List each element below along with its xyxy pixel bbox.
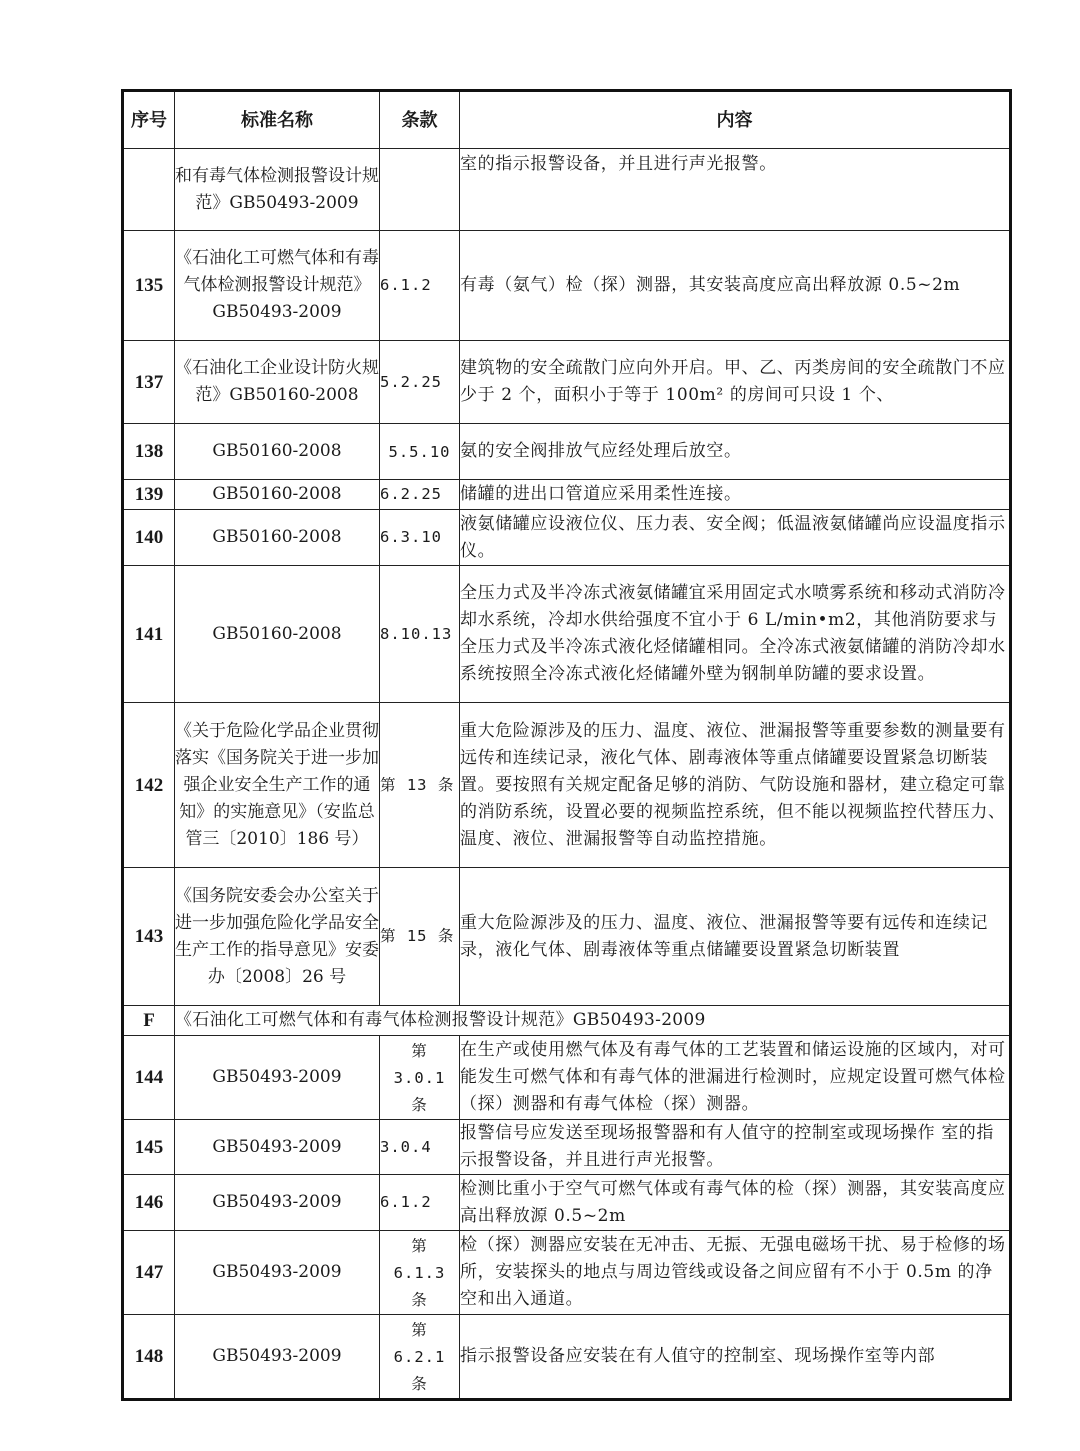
row-standard-name: GB50160-2008 xyxy=(175,566,380,703)
row-no: 142 xyxy=(123,703,175,868)
row-clause: 5.5.10 xyxy=(380,424,460,480)
section-title: 《石油化工可燃气体和有毒气体检测报警设计规范》GB50493-2009 xyxy=(175,1006,1011,1036)
row-no: 146 xyxy=(123,1175,175,1231)
row-content: 液氨储罐应设液位仪、压力表、安全阀；低温液氨储罐尚应设温度指示仪。 xyxy=(460,510,1011,566)
row-content: 指示报警设备应安装在有人值守的控制室、现场操作室等内部 xyxy=(460,1315,1011,1400)
row-content: 氨的安全阀排放气应经处理后放空。 xyxy=(460,424,1011,480)
table-row xyxy=(123,480,1011,510)
row-content: 室的指示报警设备，并且进行声光报警。 xyxy=(460,149,1011,231)
header-no: 序号 xyxy=(123,91,175,149)
row-clause: 6.2.25 xyxy=(380,480,460,510)
row-no: 147 xyxy=(123,1231,175,1315)
row-clause: 5.2.25 xyxy=(380,341,460,424)
row-standard-name: GB50493-2009 xyxy=(175,1231,380,1315)
row-standard-name: GB50493-2009 xyxy=(175,1036,380,1120)
table-row xyxy=(123,566,1011,703)
row-clause: 第 6.2.1 条 xyxy=(380,1315,460,1400)
row-content: 储罐的进出口管道应采用柔性连接。 xyxy=(460,480,1011,510)
table-header-row xyxy=(123,91,1011,149)
table-row xyxy=(123,149,1011,231)
row-no: 140 xyxy=(123,510,175,566)
row-clause xyxy=(380,149,460,231)
row-standard-name: 《关于危险化学品企业贯彻落实《国务院关于进一步加强企业安全生产工作的通知》的实施意见》（安监总管三〔2010〕186 号） xyxy=(175,703,380,868)
row-no: 143 xyxy=(123,868,175,1006)
row-standard-name: GB50493-2009 xyxy=(175,1175,380,1231)
row-standard-name: GB50160-2008 xyxy=(175,480,380,510)
table-row xyxy=(123,868,1011,1006)
row-clause: 6.1.2 xyxy=(380,1175,460,1231)
row-content: 建筑物的安全疏散门应向外开启。甲、乙、丙类房间的安全疏散门不应少于 2 个，面积小于等于 100m² 的房间可只设 1 个、 xyxy=(460,341,1011,424)
section-label: F xyxy=(123,1006,175,1036)
row-no: 138 xyxy=(123,424,175,480)
row-no: 135 xyxy=(123,231,175,341)
row-clause: 6.3.10 xyxy=(380,510,460,566)
section-row xyxy=(123,1006,1011,1036)
row-no: 139 xyxy=(123,480,175,510)
table-row xyxy=(123,510,1011,566)
row-clause: 3.0.4 xyxy=(380,1120,460,1175)
header-name: 标准名称 xyxy=(175,91,380,149)
row-content: 重大危险源涉及的压力、温度、液位、泄漏报警等重要参数的测量要有远传和连续记录，液化气体、剧毒液体等重点储罐要设置紧急切断装置。要按照有关规定配备足够的消防、气防设施和器材，建立稳定可靠的消防系统，设置必要的视频监控系统，但不能以视频监控代替压力、温度、液位、泄漏报警等自动监控措施。 xyxy=(460,703,1011,868)
table-row xyxy=(123,1175,1011,1231)
row-content: 重大危险源涉及的压力、温度、液位、泄漏报警等要有远传和连续记录，液化气体、剧毒液体等重点储罐要设置紧急切断装置 xyxy=(460,868,1011,1006)
row-standard-name: GB50160-2008 xyxy=(175,424,380,480)
standards-table xyxy=(121,89,1012,1401)
row-standard-name: GB50493-2009 xyxy=(175,1315,380,1400)
row-no: 137 xyxy=(123,341,175,424)
row-no xyxy=(123,149,175,231)
row-standard-name: 《国务院安委会办公室关于进一步加强危险化学品安全生产工作的指导意见》安委办〔2008〕26 号 xyxy=(175,868,380,1006)
row-standard-name: 《石油化工可燃气体和有毒气体检测报警设计规范》GB50493-2009 xyxy=(175,231,380,341)
table-row xyxy=(123,1315,1011,1400)
row-standard-name: 和有毒气体检测报警设计规范》GB50493-2009 xyxy=(175,149,380,231)
row-clause: 第 3.0.1 条 xyxy=(380,1036,460,1120)
row-content: 检（探）测器应安装在无冲击、无振、无强电磁场干扰、易于检修的场所，安装探头的地点与周边管线或设备之间应留有不小于 0.5m 的净空和出入通道。 xyxy=(460,1231,1011,1315)
table-row xyxy=(123,703,1011,868)
row-no: 148 xyxy=(123,1315,175,1400)
row-content: 报警信号应发送至现场报警器和有人值守的控制室或现场操作 室的指示报警设备，并且进行声光报警。 xyxy=(460,1120,1011,1175)
row-no: 145 xyxy=(123,1120,175,1175)
row-content: 全压力式及半冷冻式液氨储罐宜采用固定式水喷雾系统和移动式消防冷却水系统，冷却水供给强度不宜小于 6 L/min•m2，其他消防要求与全压力式及半冷冻式液化烃储罐相同。全冷冻式液氨储罐的消防冷却水系统按照全冷冻式液化烃储罐外壁为钢制单防罐的要求设置。 xyxy=(460,566,1011,703)
table-row xyxy=(123,1036,1011,1120)
row-standard-name: 《石油化工企业设计防火规范》GB50160-2008 xyxy=(175,341,380,424)
table-row xyxy=(123,424,1011,480)
row-content: 在生产或使用燃气体及有毒气体的工艺装置和储运设施的区域内，对可能发生可燃气体和有毒气体的泄漏进行检测时，应规定设置可燃气体检（探）测器和有毒气体检（探）测器。 xyxy=(460,1036,1011,1120)
row-standard-name: GB50493-2009 xyxy=(175,1120,380,1175)
row-clause: 第 6.1.3 条 xyxy=(380,1231,460,1315)
header-clause: 条款 xyxy=(380,91,460,149)
row-clause: 6.1.2 xyxy=(380,231,460,341)
row-content: 检测比重小于空气可燃气体或有毒气体的检（探）测器，其安装高度应高出释放源 0.5~2m xyxy=(460,1175,1011,1231)
header-content: 内容 xyxy=(460,91,1011,149)
row-no: 144 xyxy=(123,1036,175,1120)
table-row xyxy=(123,231,1011,341)
table-row xyxy=(123,1120,1011,1175)
table-row xyxy=(123,1231,1011,1315)
table-row xyxy=(123,341,1011,424)
row-content: 有毒（氨气）检（探）测器，其安装高度应高出释放源 0.5~2m xyxy=(460,231,1011,341)
row-standard-name: GB50160-2008 xyxy=(175,510,380,566)
row-no: 141 xyxy=(123,566,175,703)
row-clause: 第 15 条 xyxy=(380,868,460,1006)
row-clause: 第 13 条 xyxy=(380,703,460,868)
row-clause: 8.10.13 xyxy=(380,566,460,703)
